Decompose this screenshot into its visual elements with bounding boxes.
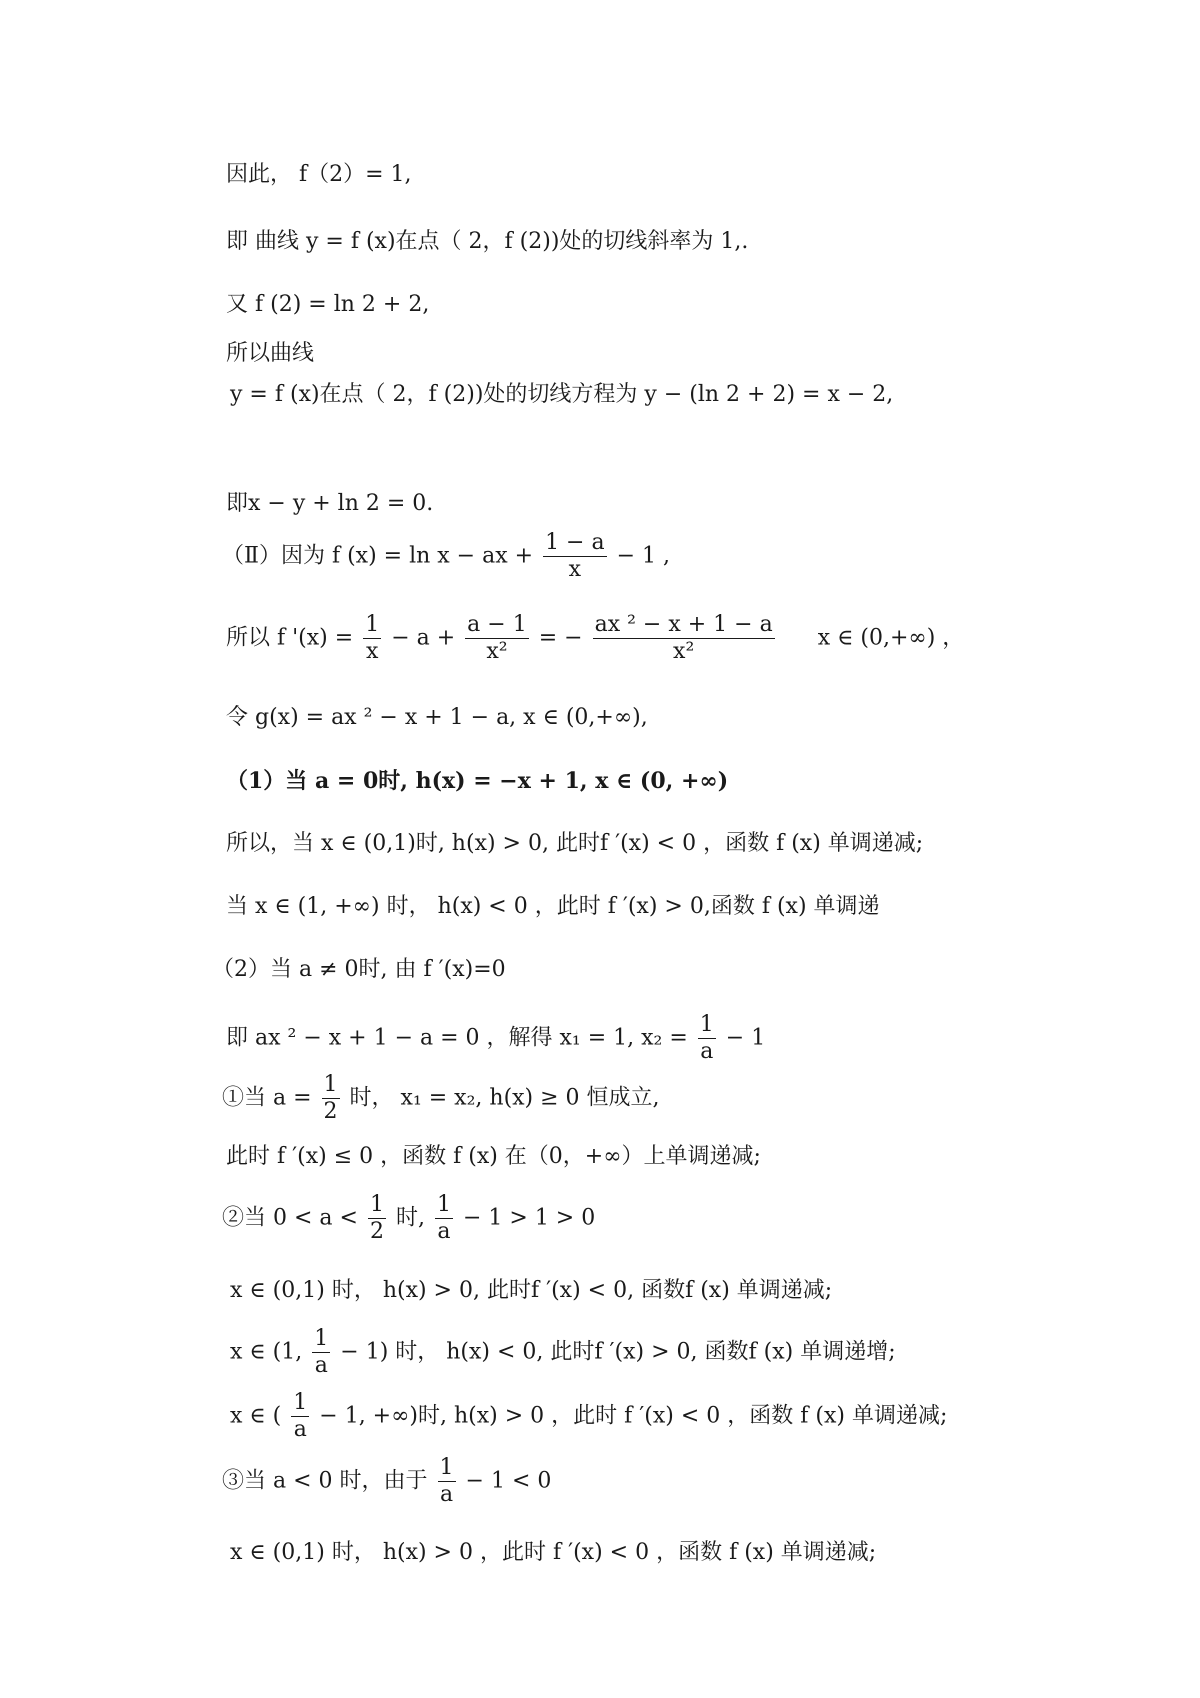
text: − 1 < 0	[465, 1468, 552, 1494]
line-subcase-2-interval-1	[230, 1276, 832, 1306]
text: 即 ax ² − x + 1 − a = 0 ，解得 x₁ = 1, x₂ =	[226, 1025, 688, 1051]
denominator: x	[568, 557, 582, 582]
numerator: 1	[293, 1390, 308, 1415]
text: 因此， f（2）= 1,	[226, 162, 412, 187]
text: − 1 > 1 > 0	[462, 1205, 596, 1231]
line-subcase-1-result	[226, 1142, 761, 1172]
denominator: 2	[369, 1219, 384, 1244]
line-subcase-2-interval-3	[230, 1390, 947, 1443]
fraction	[322, 1072, 340, 1125]
fraction	[698, 1012, 716, 1065]
numerator: 1	[369, 1192, 384, 1217]
text: 又 f (2) = ln 2 + 2,	[226, 292, 430, 317]
text: 所以，当 x ∈ (0,1)时, h(x) > 0, 此时f ′(x) < 0 ，函数 f (x) 单调递减;	[226, 831, 924, 856]
text: 所以曲线	[226, 341, 315, 366]
line-tangent-equation	[230, 380, 893, 410]
fraction	[438, 1455, 456, 1508]
numerator: 1	[699, 1012, 714, 1037]
line-part-ii-f	[222, 530, 670, 583]
denominator: a	[439, 1482, 454, 1507]
numerator: 1	[314, 1326, 329, 1351]
text: 所以 f '(x) =	[226, 625, 354, 651]
line-subcase-3	[222, 1455, 551, 1508]
text: （1）当 a = 0时, h(x) = −x + 1, x ∈ (0, +∞)	[226, 768, 729, 794]
numerator: 1	[323, 1072, 338, 1097]
line-case-1-decreasing	[226, 829, 923, 859]
fraction	[368, 1192, 386, 1245]
numerator: a − 1	[467, 612, 527, 637]
numerator: 1 − a	[545, 530, 605, 555]
line-case-1	[226, 766, 728, 796]
fraction	[465, 612, 529, 665]
line-define-g	[226, 703, 648, 733]
text: （2）当 a ≠ 0时, 由 f ′(x)=0	[212, 957, 506, 982]
text: 此时 f ′(x) ≤ 0 ，函数 f (x) 在（0，+∞）上单调递减;	[226, 1144, 761, 1169]
text: y = f (x)在点（ 2，f (2))处的切线方程为 y − (ln 2 + 2) = x − 2,	[230, 382, 894, 407]
denominator: a	[437, 1219, 451, 1244]
line-case-2	[212, 955, 506, 985]
text: − 1, +∞)时, h(x) > 0 ，此时 f ′(x) < 0 ，函数 f (x) 单调递减;	[319, 1403, 948, 1429]
fraction	[363, 612, 381, 665]
line-tangent-slope	[226, 227, 748, 257]
text: （Ⅱ）因为 f (x) = ln x − ax +	[222, 543, 534, 569]
line-tangent-result	[226, 489, 433, 519]
text: x ∈ (1,	[230, 1339, 303, 1365]
denominator: x	[365, 639, 379, 664]
text: − 1) 时， h(x) < 0, 此时f ′(x) > 0, 函数f (x) 单调递增;	[340, 1339, 896, 1365]
text: ②当 0 < a <	[222, 1205, 358, 1231]
line-f2-value	[226, 290, 429, 320]
text: x ∈ (	[230, 1403, 282, 1429]
fraction	[435, 1192, 453, 1245]
text: x ∈ (0,+∞) ，	[817, 625, 965, 651]
text: 令 g(x) = ax ² − x + 1 − a, x ∈ (0,+∞),	[226, 705, 648, 730]
text: 时， x₁ = x₂, h(x) ≥ 0 恒成立,	[349, 1085, 660, 1111]
text: − 1	[725, 1025, 766, 1051]
denominator: x²	[673, 639, 695, 664]
text: = −	[538, 625, 583, 651]
line-solve-roots	[226, 1012, 765, 1065]
numerator: 1	[439, 1455, 454, 1480]
text: 即 曲线 y = f (x)在点（ 2，f (2))处的切线斜率为 1,.	[226, 229, 749, 254]
denominator: a	[700, 1039, 714, 1064]
text: ③当 a < 0 时，由于	[222, 1468, 428, 1494]
fraction	[291, 1390, 309, 1443]
denominator: a	[293, 1417, 307, 1442]
denominator: x²	[486, 639, 508, 664]
fraction	[543, 530, 607, 583]
line-so-curve	[226, 339, 314, 369]
text: − 1 ,	[616, 543, 671, 569]
numerator: ax ² − x + 1 − a	[594, 612, 773, 637]
text: − a +	[391, 625, 456, 651]
text: 当 x ∈ (1, +∞) 时， h(x) < 0 ，此时 f ′(x) > 0,函数 f (x) 单调递	[226, 894, 880, 919]
line-derivative	[226, 612, 964, 665]
text: x ∈ (0,1) 时， h(x) > 0, 此时f ′(x) < 0, 函数f (x) 单调递减;	[230, 1278, 833, 1303]
numerator: 1	[365, 612, 380, 637]
text: 即x − y + ln 2 = 0.	[226, 491, 434, 516]
line-subcase-3-interval-1	[230, 1538, 876, 1568]
denominator: 2	[323, 1099, 338, 1124]
line-subcase-2	[222, 1192, 595, 1245]
fraction	[593, 612, 775, 665]
line-subcase-2-interval-2	[230, 1326, 896, 1379]
line-case-1-increasing	[226, 892, 880, 922]
text: 时,	[395, 1205, 425, 1231]
line-subcase-1	[222, 1072, 660, 1125]
fraction	[312, 1326, 330, 1379]
denominator: a	[314, 1353, 328, 1378]
text: ①当 a =	[222, 1085, 312, 1111]
line-f2-equals-1	[226, 160, 412, 190]
numerator: 1	[436, 1192, 451, 1217]
text: x ∈ (0,1) 时， h(x) > 0 ，此时 f ′(x) < 0 ，函数 f (x) 单调递减;	[230, 1540, 877, 1565]
